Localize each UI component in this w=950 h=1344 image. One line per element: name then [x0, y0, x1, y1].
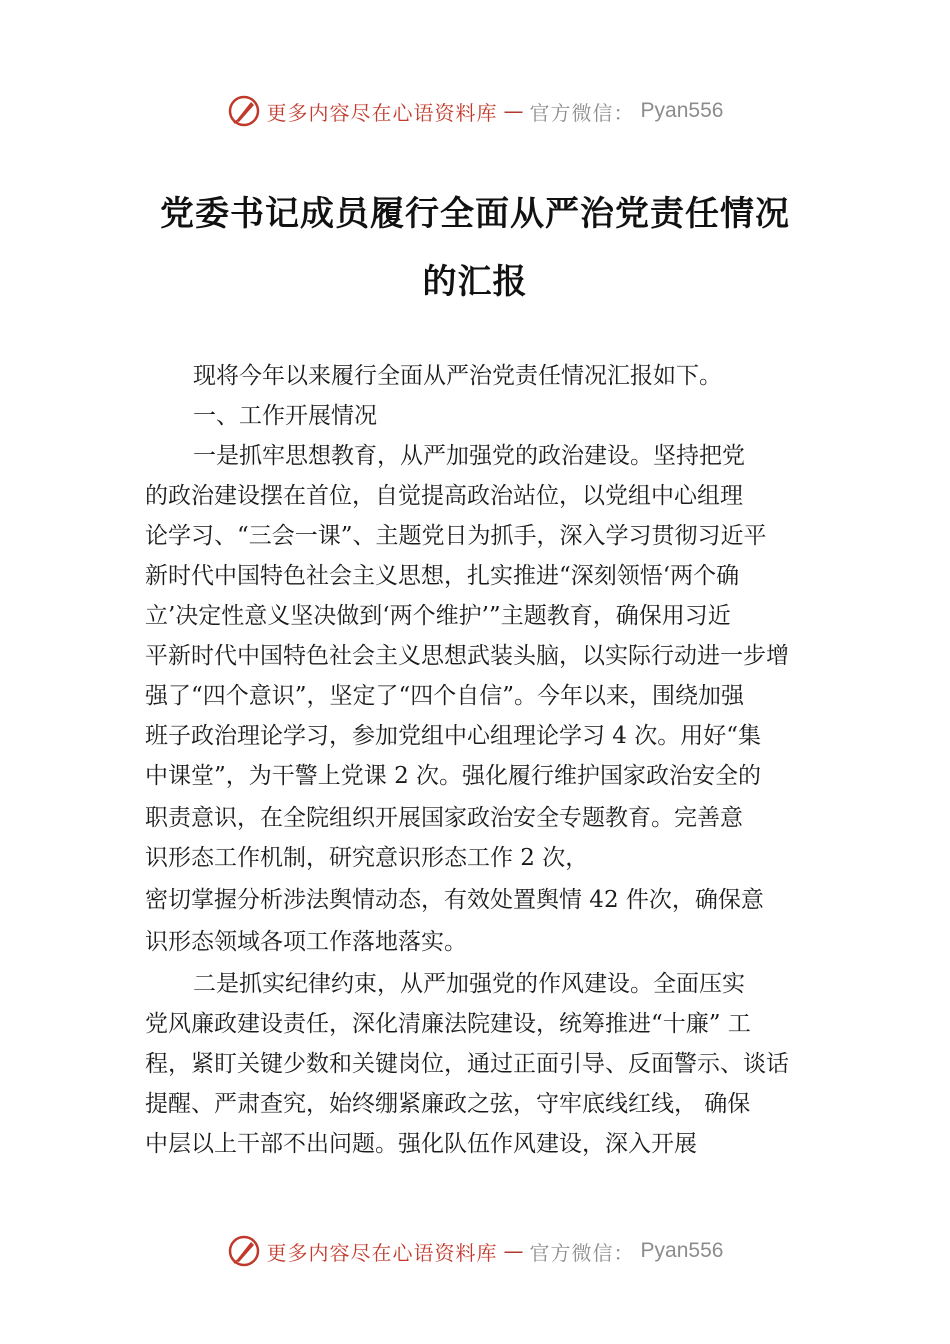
intro-paragraph: 现将今年以来履行全面从严治党责任情况汇报如下。	[193, 363, 722, 389]
footer-banner	[0, 1234, 950, 1268]
banner-text: 更多内容尽在心语资料库	[266, 100, 498, 125]
banner-text: 更多内容尽在心语资料库	[266, 1240, 498, 1265]
text-line: 二是抓实纪律约束，从严加强党的作风建设。全面压实	[193, 971, 745, 997]
quill-pen-icon	[227, 1234, 261, 1268]
text-line: 程，紧盯关键少数和关键岗位，通过正面引导、反面警示、谈话	[145, 1051, 789, 1077]
text-line: 提醒、严肃查究，始终绷紧廉政之弦，守牢底线红线， 确保	[145, 1091, 751, 1117]
banner-separator: —	[503, 99, 524, 123]
text-line: 一是抓牢思想教育，从严加强党的政治建设。坚持把党	[193, 443, 745, 469]
text-line: 中层以上干部不出问题。强化队伍作风建设，深入开展	[145, 1131, 697, 1157]
text-line: 论学习、“三会一课”、主题党日为抓手，深入学习贯彻习近平	[145, 523, 767, 549]
banner-wechat-id: Pyan556	[640, 99, 724, 122]
quill-pen-icon	[227, 94, 261, 128]
text-line: 平新时代中国特色社会主义思想武装头脑，以实际行动进一步增	[145, 643, 789, 669]
text-line: 职责意识，在全院组织开展国家政治安全专题教育。完善意	[145, 805, 743, 831]
banner-wechat-label: 官方微信：	[529, 1240, 635, 1265]
banner-separator: —	[503, 1239, 524, 1263]
header-banner	[0, 94, 950, 128]
text-line: 的政治建设摆在首位，自觉提高政治站位，以党组中心组理	[145, 483, 743, 509]
banner-wechat-id: Pyan556	[640, 1239, 724, 1262]
text-line: 识形态领域各项工作落地落实。	[145, 929, 467, 955]
section-heading: 一、工作开展情况	[193, 403, 377, 429]
text-line: 新时代中国特色社会主义思想，扎实推进“深刻领悟‘两个确	[145, 563, 740, 589]
text-line: 立’决定性意义坚决做到‘两个维护’”主题教育，确保用习近	[145, 603, 731, 629]
document-title-line-1: 党委书记成员履行全面从严治党责任情况	[160, 194, 790, 234]
banner-wechat-label: 官方微信：	[529, 100, 635, 125]
text-line: 党风廉政建设责任，深化清廉法院建设，统筹推进“十廉” 工	[145, 1011, 751, 1037]
text-line: 密切掌握分析涉法舆情动态，有效处置舆情 42 件次，确保意	[145, 887, 764, 913]
text-line: 识形态工作机制，研究意识形态工作 2 次，	[145, 845, 589, 871]
text-line: 中课堂”，为干警上党课 2 次。强化履行维护国家政治安全的	[145, 763, 762, 789]
text-line: 班子政治理论学习，参加党组中心组理论学习 4 次。用好“集	[145, 723, 762, 749]
text-line: 强了“四个意识”，坚定了“四个自信”。今年以来，围绕加强	[145, 683, 745, 709]
document-title-line-2: 的汇报	[422, 262, 528, 302]
